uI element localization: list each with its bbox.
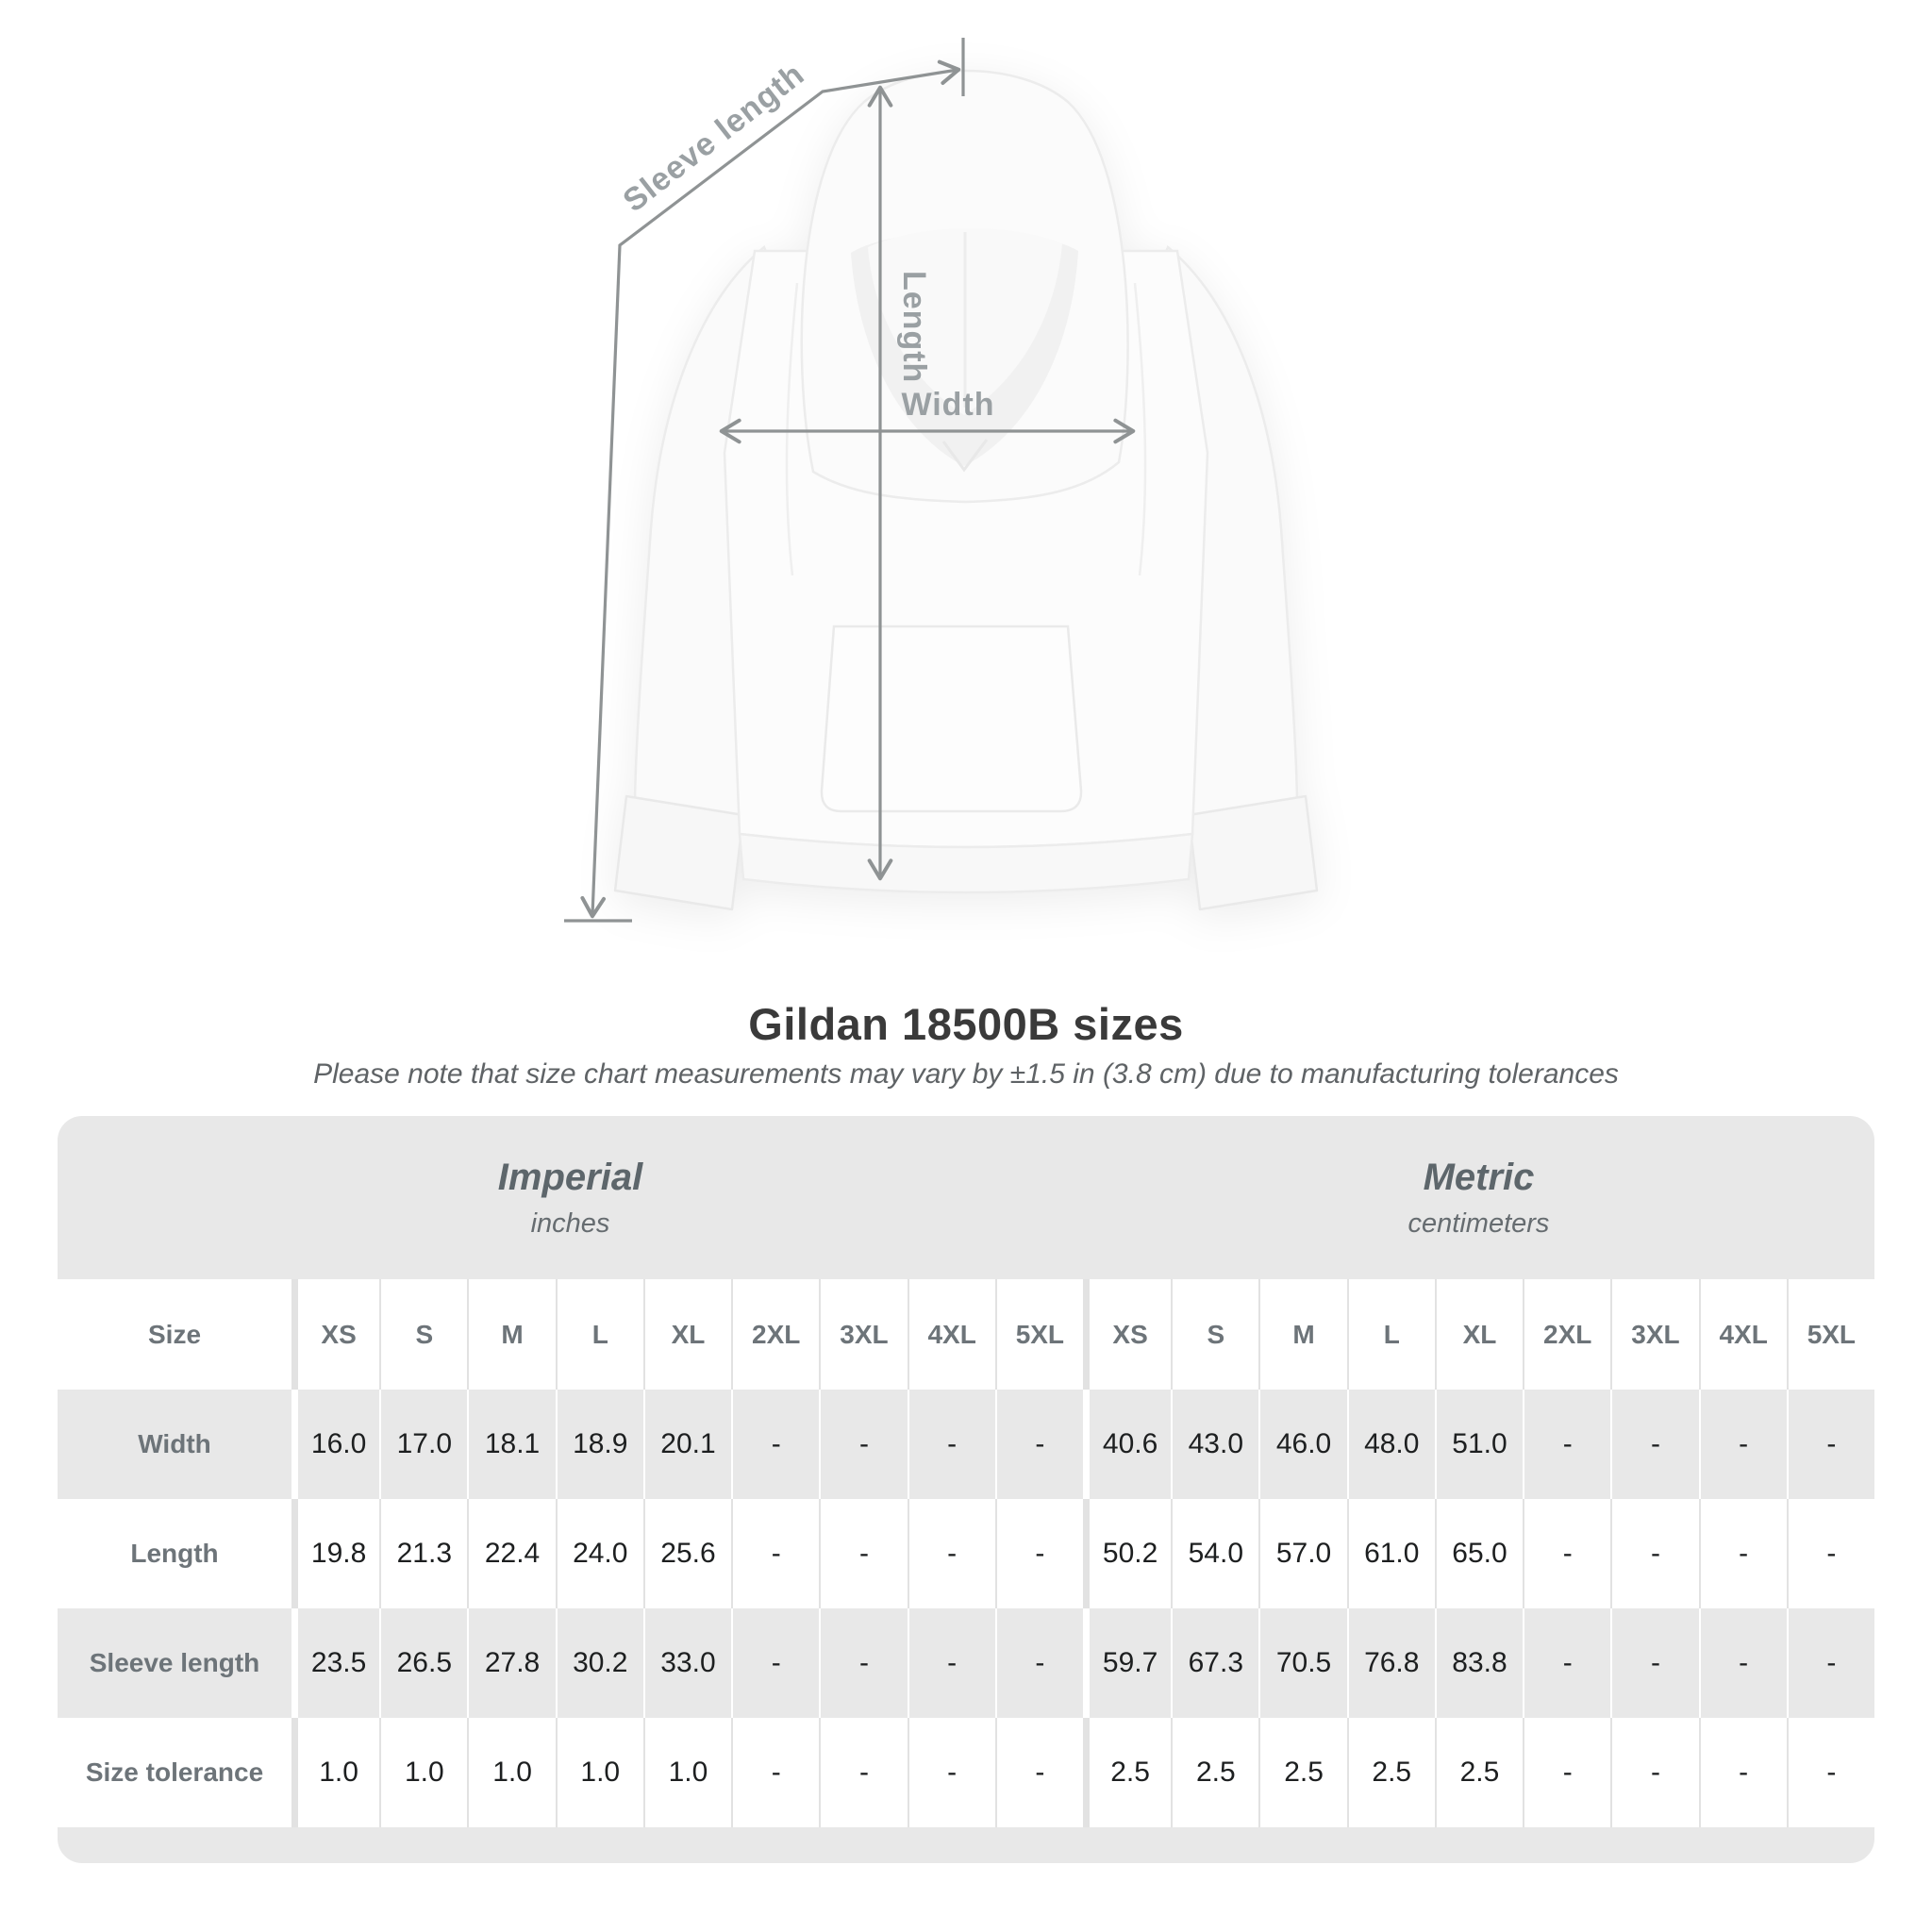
- size-value-cell: 18.9: [556, 1390, 643, 1499]
- size-value-cell: 1.0: [643, 1718, 731, 1827]
- size-value-cell: -: [1610, 1390, 1698, 1499]
- size-value-cell: -: [819, 1608, 907, 1718]
- size-value-cell: 76.8: [1347, 1608, 1435, 1718]
- size-value-cell: 57.0: [1258, 1499, 1346, 1608]
- table-footer: [58, 1827, 1874, 1863]
- page-subtitle: Please note that size chart measurements may vary by ±1.5 in (3.8 cm) due to manufacturing tolerances: [313, 1058, 1619, 1090]
- size-table: [58, 1116, 1874, 1863]
- size-col-header: 2XL: [1523, 1279, 1610, 1390]
- size-value-cell: 40.6: [1083, 1390, 1171, 1499]
- size-value-cell: 54.0: [1171, 1499, 1258, 1608]
- row-label: Sleeve length: [58, 1608, 291, 1718]
- size-value-cell: -: [1610, 1608, 1698, 1718]
- metric-unit: centimeters: [1407, 1208, 1550, 1239]
- size-col-header: S: [1171, 1279, 1258, 1390]
- size-value-cell: -: [1699, 1390, 1787, 1499]
- size-value-cell: -: [1699, 1608, 1787, 1718]
- hoodie-garment: [615, 71, 1317, 909]
- row-label: Width: [58, 1390, 291, 1499]
- size-value-cell: -: [908, 1499, 995, 1608]
- size-header-label: Size: [58, 1279, 291, 1390]
- imperial-name: Imperial: [497, 1156, 643, 1198]
- size-value-cell: -: [731, 1718, 819, 1827]
- size-col-header: L: [556, 1279, 643, 1390]
- size-value-cell: 48.0: [1347, 1390, 1435, 1499]
- size-col-header: 3XL: [819, 1279, 907, 1390]
- size-value-cell: -: [1523, 1499, 1610, 1608]
- imperial-unit: inches: [530, 1208, 610, 1239]
- size-value-cell: -: [819, 1390, 907, 1499]
- size-value-cell: 1.0: [556, 1718, 643, 1827]
- size-value-cell: 65.0: [1435, 1499, 1523, 1608]
- size-value-cell: 16.0: [291, 1390, 379, 1499]
- size-value-cell: -: [1610, 1718, 1698, 1827]
- size-value-cell: 61.0: [1347, 1499, 1435, 1608]
- sleeve-length-label: Sleeve length: [616, 56, 811, 220]
- metric-group-header: [1083, 1157, 1874, 1240]
- size-col-header: M: [1258, 1279, 1346, 1390]
- size-value-cell: 2.5: [1258, 1718, 1346, 1827]
- size-value-cell: -: [995, 1499, 1083, 1608]
- size-value-cell: 43.0: [1171, 1390, 1258, 1499]
- size-col-header: L: [1347, 1279, 1435, 1390]
- unit-band: [58, 1116, 1874, 1279]
- size-value-cell: 50.2: [1083, 1499, 1171, 1608]
- size-col-header: S: [379, 1279, 467, 1390]
- size-col-header: 4XL: [908, 1279, 995, 1390]
- size-value-cell: -: [995, 1390, 1083, 1499]
- size-value-cell: 20.1: [643, 1390, 731, 1499]
- size-value-cell: 83.8: [1435, 1608, 1523, 1718]
- size-value-cell: 17.0: [379, 1390, 467, 1499]
- size-value-cell: 2.5: [1435, 1718, 1523, 1827]
- size-value-cell: 2.5: [1171, 1718, 1258, 1827]
- size-value-cell: 51.0: [1435, 1390, 1523, 1499]
- length-label: Length: [896, 271, 932, 384]
- size-value-cell: -: [1787, 1390, 1874, 1499]
- size-value-cell: 67.3: [1171, 1608, 1258, 1718]
- size-col-header: M: [467, 1279, 555, 1390]
- size-value-cell: 25.6: [643, 1499, 731, 1608]
- size-value-cell: 2.5: [1347, 1718, 1435, 1827]
- size-value-cell: 1.0: [467, 1718, 555, 1827]
- size-col-header: 4XL: [1699, 1279, 1787, 1390]
- size-value-cell: -: [995, 1718, 1083, 1827]
- size-value-cell: -: [1523, 1718, 1610, 1827]
- size-value-cell: -: [819, 1499, 907, 1608]
- size-col-header: 5XL: [1787, 1279, 1874, 1390]
- size-value-cell: -: [731, 1499, 819, 1608]
- size-value-cell: -: [1699, 1499, 1787, 1608]
- size-value-cell: -: [995, 1608, 1083, 1718]
- size-value-cell: 22.4: [467, 1499, 555, 1608]
- size-value-cell: 27.8: [467, 1608, 555, 1718]
- size-value-cell: 59.7: [1083, 1608, 1171, 1718]
- size-col-header: XS: [291, 1279, 379, 1390]
- size-col-header: XS: [1083, 1279, 1171, 1390]
- size-value-cell: 18.1: [467, 1390, 555, 1499]
- size-value-cell: -: [908, 1718, 995, 1827]
- imperial-group-header: [58, 1157, 1083, 1240]
- size-value-cell: 33.0: [643, 1608, 731, 1718]
- size-value-cell: -: [819, 1718, 907, 1827]
- size-value-cell: -: [1787, 1718, 1874, 1827]
- size-value-cell: -: [1787, 1608, 1874, 1718]
- size-value-cell: -: [1787, 1499, 1874, 1608]
- size-value-cell: -: [1523, 1608, 1610, 1718]
- row-label: Size tolerance: [58, 1718, 291, 1827]
- size-value-cell: -: [908, 1390, 995, 1499]
- size-value-cell: 21.3: [379, 1499, 467, 1608]
- size-value-cell: 24.0: [556, 1499, 643, 1608]
- size-value-cell: 19.8: [291, 1499, 379, 1608]
- size-col-header: XL: [643, 1279, 731, 1390]
- size-value-cell: 70.5: [1258, 1608, 1346, 1718]
- size-value-cell: 23.5: [291, 1608, 379, 1718]
- size-value-cell: 1.0: [291, 1718, 379, 1827]
- size-value-cell: 1.0: [379, 1718, 467, 1827]
- size-value-cell: 2.5: [1083, 1718, 1171, 1827]
- metric-name: Metric: [1423, 1156, 1535, 1198]
- row-label: Length: [58, 1499, 291, 1608]
- size-value-cell: 26.5: [379, 1608, 467, 1718]
- size-value-cell: 30.2: [556, 1608, 643, 1718]
- size-value-cell: -: [731, 1390, 819, 1499]
- page-title: Gildan 18500B sizes: [748, 999, 1184, 1049]
- size-value-cell: -: [731, 1608, 819, 1718]
- size-value-cell: -: [908, 1608, 995, 1718]
- size-col-header: 2XL: [731, 1279, 819, 1390]
- size-value-cell: -: [1610, 1499, 1698, 1608]
- size-value-cell: -: [1699, 1718, 1787, 1827]
- width-label: Width: [901, 387, 995, 423]
- size-col-header: 5XL: [995, 1279, 1083, 1390]
- size-value-cell: -: [1523, 1390, 1610, 1499]
- size-value-cell: 46.0: [1258, 1390, 1346, 1499]
- size-col-header: 3XL: [1610, 1279, 1698, 1390]
- size-col-header: XL: [1435, 1279, 1523, 1390]
